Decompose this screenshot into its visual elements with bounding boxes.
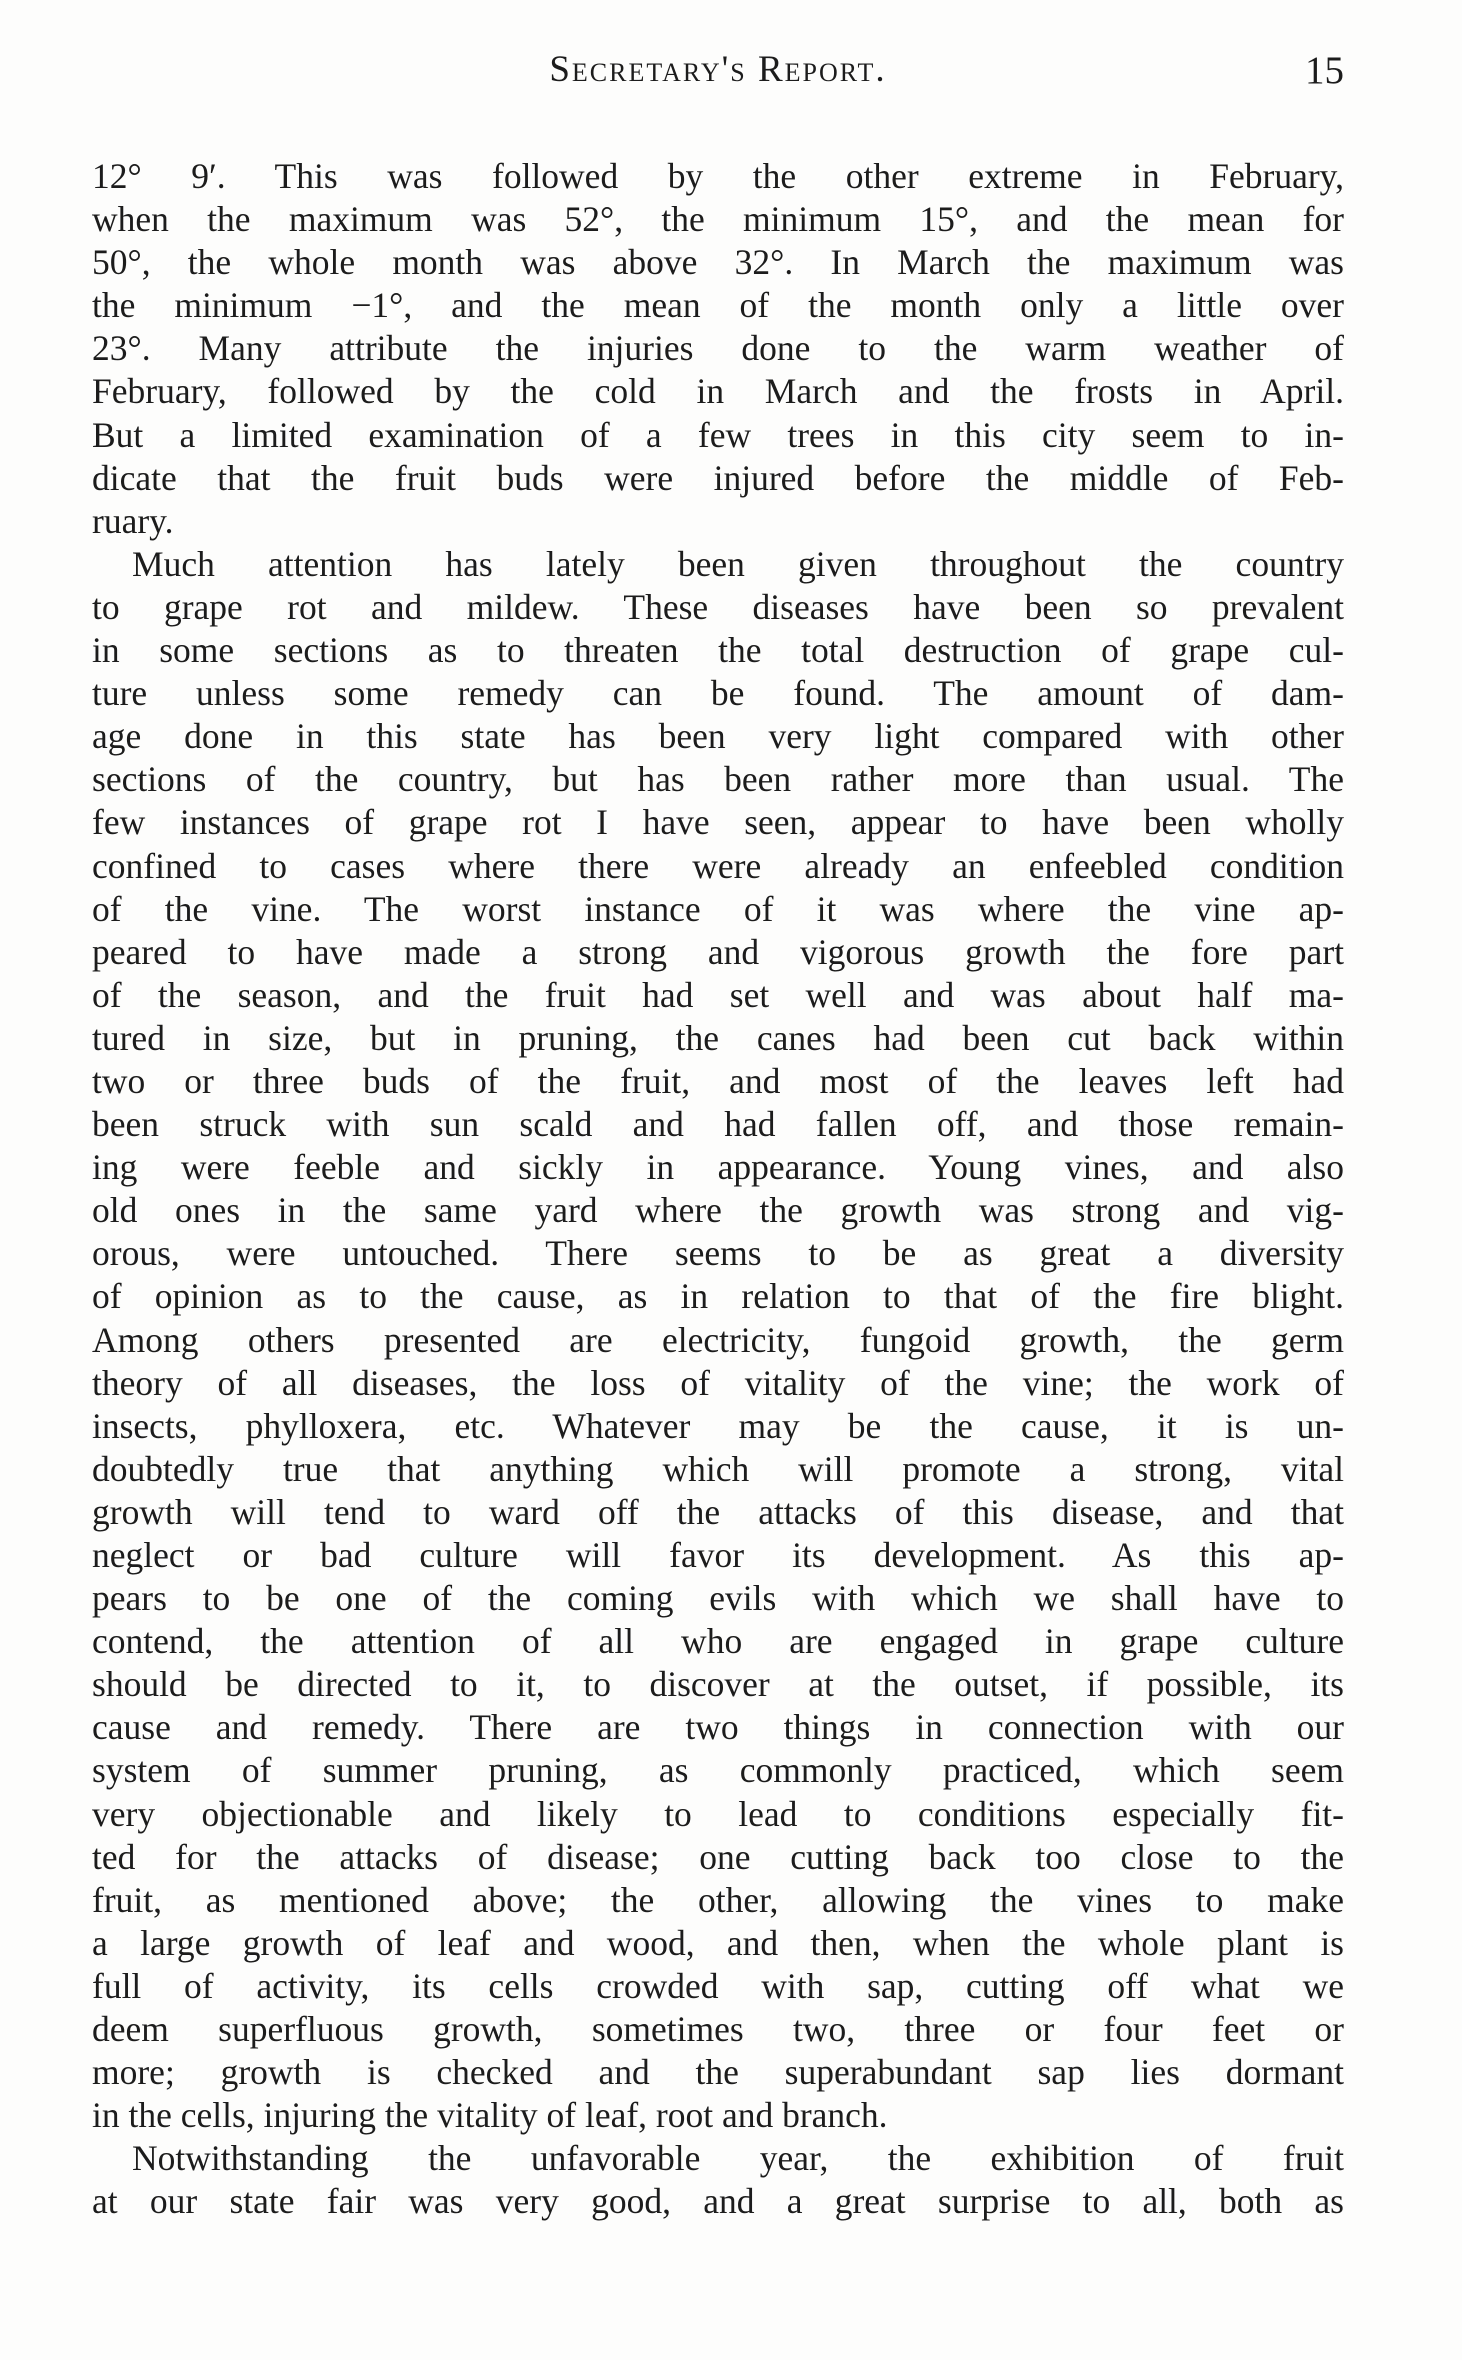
text-line: neglect or bad culture will favor its development. As this ap- bbox=[92, 1535, 1344, 1575]
text-line: Among others presented are electricity, fungoid growth, the germ bbox=[92, 1319, 1344, 1360]
text-line: Much attention has lately been given throughout the country bbox=[132, 543, 1344, 584]
text-line: ture unless some remedy can be found. The amount of dam- bbox=[92, 673, 1344, 714]
text-line: a large growth of leaf and wood, and then, when the whole plant is bbox=[92, 1922, 1344, 1963]
text-line: insects, phylloxera, etc. Whatever may be the cause, it is un- bbox=[92, 1405, 1344, 1446]
text-line: deem superfluous growth, sometimes two, three or four feet or bbox=[92, 2009, 1344, 2050]
text-line: full of activity, its cells crowded with sap, cutting off what we bbox=[92, 1965, 1344, 2006]
text-line: two or three buds of the fruit, and most of the leaves left had bbox=[92, 1060, 1344, 1101]
text-line: growth will tend to ward off the attacks of this disease, and that bbox=[92, 1491, 1344, 1532]
body-text bbox=[92, 155, 1344, 2224]
text-line: ing were feeble and sickly in appearance. Young vines, and also bbox=[92, 1147, 1344, 1188]
text-line: 50°, the whole month was above 32°. In March the maximum was bbox=[92, 242, 1344, 283]
text-line: more; growth is checked and the superabundant sap lies dormant bbox=[92, 2052, 1344, 2093]
text-line: sections of the country, but has been rather more than usual. The bbox=[92, 759, 1344, 800]
text-line: doubtedly true that anything which will promote a strong, vital bbox=[92, 1448, 1344, 1489]
text-line: should be directed to it, to discover at the outset, if possible, its bbox=[92, 1664, 1344, 1705]
text-line: confined to cases where there were already an enfeebled condition bbox=[92, 845, 1344, 886]
text-line: ted for the attacks of disease; one cutting back too close to the bbox=[92, 1836, 1344, 1877]
text-line: February, followed by the cold in March and the frosts in April. bbox=[92, 371, 1344, 412]
text-line: orous, were untouched. There seems to be as great a diversity bbox=[92, 1233, 1344, 1274]
page-number: 15 bbox=[1305, 49, 1344, 92]
text-line: old ones in the same yard where the growth was strong and vig- bbox=[92, 1190, 1344, 1231]
text-line: of the season, and the fruit had set well and was about half ma- bbox=[92, 974, 1344, 1015]
text-line: of opinion as to the cause, as in relation to that of the fire blight. bbox=[92, 1276, 1344, 1317]
text-line: Notwithstanding the unfavorable year, the exhibition of fruit bbox=[132, 2138, 1344, 2179]
running-header bbox=[92, 48, 1344, 98]
text-line: theory of all diseases, the loss of vitality of the vine; the work of bbox=[92, 1362, 1344, 1403]
text-line: But a limited examination of a few trees in this city seem to in- bbox=[92, 414, 1344, 455]
text-line: very objectionable and likely to lead to conditions especially fit- bbox=[92, 1793, 1344, 1834]
text-line: dicate that the fruit buds were injured before the middle of Feb- bbox=[92, 457, 1344, 498]
text-line: of the vine. The worst instance of it was where the vine ap- bbox=[92, 888, 1344, 929]
text-line: 12° 9′. This was followed by the other extreme in February, bbox=[92, 156, 1344, 196]
text-line: to grape rot and mildew. These diseases have been so prevalent bbox=[92, 586, 1344, 627]
running-title: Secretary's Report. bbox=[549, 49, 887, 90]
text-line: in the cells, injuring the vitality of leaf, root and branch. bbox=[92, 2095, 888, 2136]
text-line: 23°. Many attribute the injuries done to the warm weather of bbox=[92, 328, 1344, 369]
text-line: fruit, as mentioned above; the other, allowing the vines to make bbox=[92, 1879, 1344, 1920]
text-line: in some sections as to threaten the total destruction of grape cul- bbox=[92, 630, 1344, 671]
text-line: cause and remedy. There are two things in connection with our bbox=[92, 1707, 1344, 1748]
text-line: ruary. bbox=[92, 500, 174, 541]
text-line: contend, the attention of all who are engaged in grape culture bbox=[92, 1621, 1344, 1662]
text-line: few instances of grape rot I have seen, appear to have been wholly bbox=[92, 802, 1344, 843]
text-line: been struck with sun scald and had fallen off, and those remain- bbox=[92, 1104, 1344, 1145]
text-line: when the maximum was 52°, the minimum 15°, and the mean for bbox=[92, 199, 1344, 240]
text-line: tured in size, but in pruning, the canes had been cut back within bbox=[92, 1017, 1344, 1058]
text-line: the minimum −1°, and the mean of the month only a little over bbox=[92, 285, 1344, 326]
text-line: system of summer pruning, as commonly practiced, which seem bbox=[92, 1750, 1344, 1791]
text-line: peared to have made a strong and vigorous growth the fore part bbox=[92, 931, 1344, 972]
text-line: pears to be one of the coming evils with which we shall have to bbox=[92, 1578, 1344, 1619]
text-line: at our state fair was very good, and a great surprise to all, both as bbox=[92, 2181, 1344, 2222]
text-line: age done in this state has been very light compared with other bbox=[92, 716, 1344, 757]
